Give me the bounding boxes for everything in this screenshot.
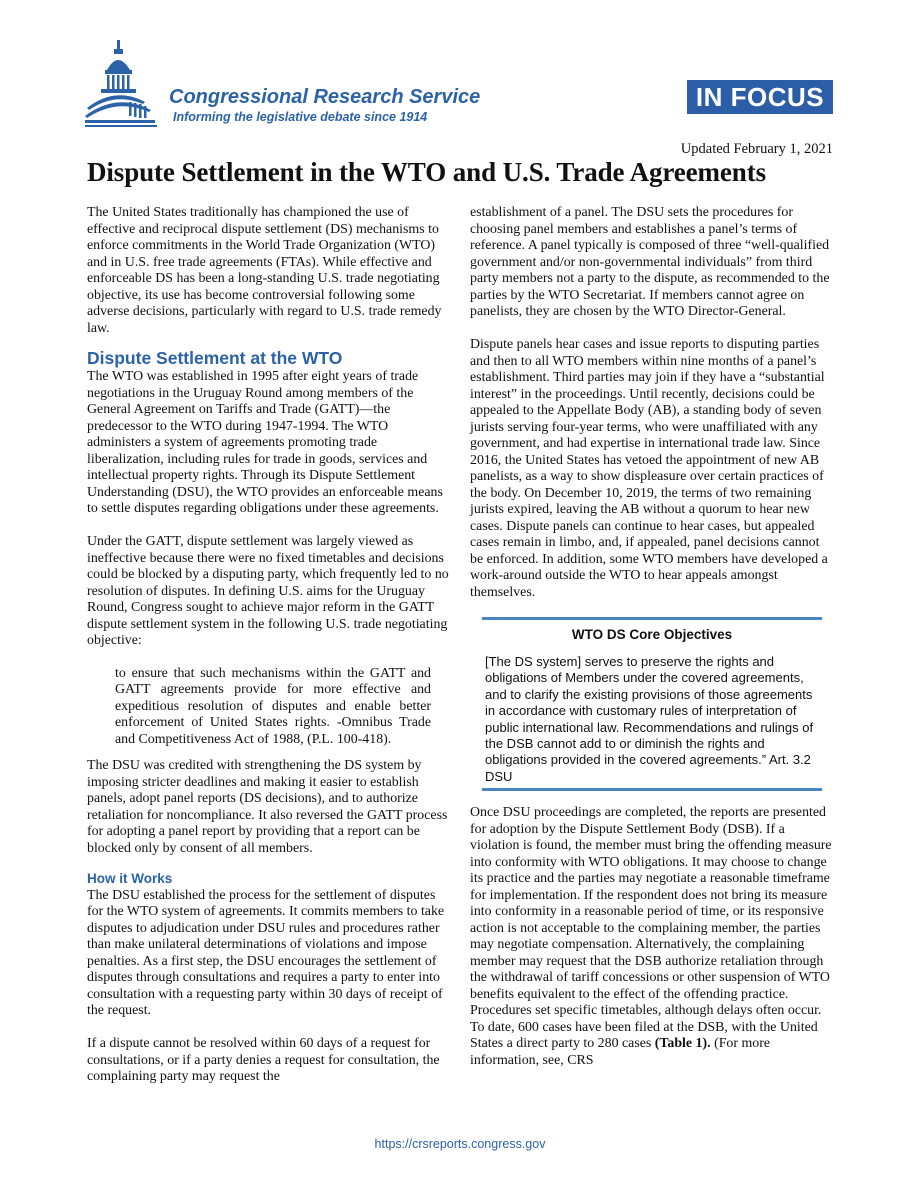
dispute-panels-paragraph: Dispute panels hear cases and issue reports to disputing parties and then to all WTO members within nine months of a panel’s establishment. Third parties may join if they have a “substantial interest” in the proceedings. Until recently, decisions could be appealed to the Appellate Body (AB), a standing body of seven jurists serving four-year terms, who were unaffiliated with any government, and had expertise in international trade law. Since 2016, the United States has vetoed the appointment of new AB panelists, as a way to show displeasure over certain practices of the body. On December 10, 2019, the terms of two remaining jurists expired, leaving the AB without a quorum to hear new cases. Dispute panels can continue to hear cases, but appealed cases remain in limbo, and, if appealed, panel decisions cannot be enforced. In addition, some WTO members have developed a work-around outside the WTO to hear appeals amongst themselves.: [470, 337, 828, 600]
box-body: [The DS system] serves to preserve the rights and obligations of Members under the covered agreements, and to clarify the existing provisions of those agreements in accordance with customary rules of interpretation of public international law. Recommendations and rulings of the DSB cannot add to or diminish the rights and obligations provided in the covered agreements.” Art. 3.2 DSU: [485, 654, 814, 784]
brand-tagline: Informing the legislative debate since 1914: [173, 110, 428, 124]
table-reference: (Table 1).: [654, 1036, 711, 1052]
core-objectives-box: [482, 617, 822, 791]
subheading-how-it-works: How it Works: [87, 871, 173, 886]
panel-establishment-paragraph: establishment of a panel. The DSU sets the procedures for choosing panel members and establishes a panel’s terms of reference. A panel typically is composed of three “well-qualified government and/or non-governmental individuals” from third party members not a party to the dispute, as recommended to the parties by the WTO Secretariat. If members cannot agree on panelists, they are chosen by the WTO Director-General.: [470, 205, 830, 319]
updated-date: Updated February 1, 2021: [680, 141, 833, 157]
footer-url-link[interactable]: https://crsreports.congress.gov: [374, 1137, 546, 1151]
document-title: Dispute Settlement in the WTO and U.S. Trade Agreements: [87, 157, 767, 187]
in-focus-badge: IN FOCUS: [687, 80, 833, 114]
omnibus-quote: to ensure that such mechanisms within the GATT and GATT agreements provide for more effective and expeditious resolution of disputes and enable better enforcement of United States rights. -Omnibus Trade and Competitiveness Act of 1988, (P.L. 100-418).: [115, 665, 431, 747]
section-heading-dispute-settlement: Dispute Settlement at the WTO: [87, 348, 343, 368]
page-header: [0, 0, 920, 140]
wto-history-paragraph: The WTO was established in 1995 after eight years of trade negotiations in the Uruguay Round among members of the General Agreement on Tariffs and Trade (GATT)—the predecessor to the WTO during 1947-1994. The WTO administers a system of agreements promoting trade liberalization, including rules for trade in goods, services and intellectual property rights. Through its Dispute Settlement Understanding (DSU), the WTO provides an enforceable means to settle disputes regarding obligations under these agreements.: [87, 369, 443, 516]
left-column: [87, 205, 449, 1086]
intro-paragraph: The United States traditionally has championed the use of effective and reciprocal dispute settlement (DS) mechanisms to enforce commitments in the World Trade Organization (WTO) and in U.S. free trade agreements (FTAs). While effective and enforceable DS has been a long-standing U.S. trade negotiating objective, its use has become controversial following some adverse decisions, particularly with regard to U.S. trade remedy law.: [87, 205, 442, 336]
gatt-paragraph: Under the GATT, dispute settlement was largely viewed as ineffective because there were no fixed timetables and decisions could be blocked by a disputing party, which frequently led to no resolution of disputes. In defining U.S. aims for the Uruguay Round, Congress sought to achieve major reform in the GATT dispute settlement system in the following U.S. trade negotiating objective:: [87, 534, 449, 648]
dsb-adoption-text: Once DSU proceedings are completed, the reports are presented for adoption by the Dispute Settlement Body (DSB). If a violation is found, the member must bring the offending measure into conformity with WTO obligations. It may choose to change its practice and the parties may negotiate a reasonable timeframe for implementation. If the respondent does not bring its measure into conformity in a reasonable period of time, or its responsive action is not acceptable to the complaining member, the parties may negotiate compensation. Alternatively, the complaining member may request that the DSB authorize retaliation through the withdrawal of tariff concessions or other suspension of WTO benefits equivalent to the effect of the offending practice. Procedures set specific timetables, although delays often occur. To date, 600 cases have been filed at the DSB, with the United States a direct party to 280 cases: [470, 805, 832, 1052]
how-it-works-paragraph: The DSU established the process for the settlement of disputes for the WTO system of agreements. It commits members to take disputes to adjudication under DSU rules and procedures rather than make unilateral determinations of violations and impose penalties. As a first step, the DSU encourages the settlement of disputes through consultations and requires a party to enter into consultation with a requesting party within 30 days of receipt of the request.: [87, 887, 445, 1018]
dispute-escalation-paragraph: If a dispute cannot be resolved within 60 days of a request for consultations, or if a party denies a request for consultation, the complaining party may request the: [87, 1036, 440, 1084]
capitol-dome-logo-icon: [85, 40, 167, 130]
brand-name: Congressional Research Service: [169, 86, 481, 108]
dsb-adoption-tail: (For more information, see, CRS: [470, 1036, 771, 1068]
dsb-adoption-paragraph: [470, 805, 834, 1069]
box-title: WTO DS Core Objectives: [571, 627, 733, 642]
dsu-credit-paragraph: The DSU was credited with strengthening the DS system by imposing stricter deadlines and making it easier to establish panels, adopt panel reports (DS decisions), and to authorize retaliation for noncompliance. It also reversed the GATT process for adopting a panel report by providing that a report can be blocked only by consent of all members.: [87, 758, 448, 856]
right-column: [470, 205, 834, 1069]
